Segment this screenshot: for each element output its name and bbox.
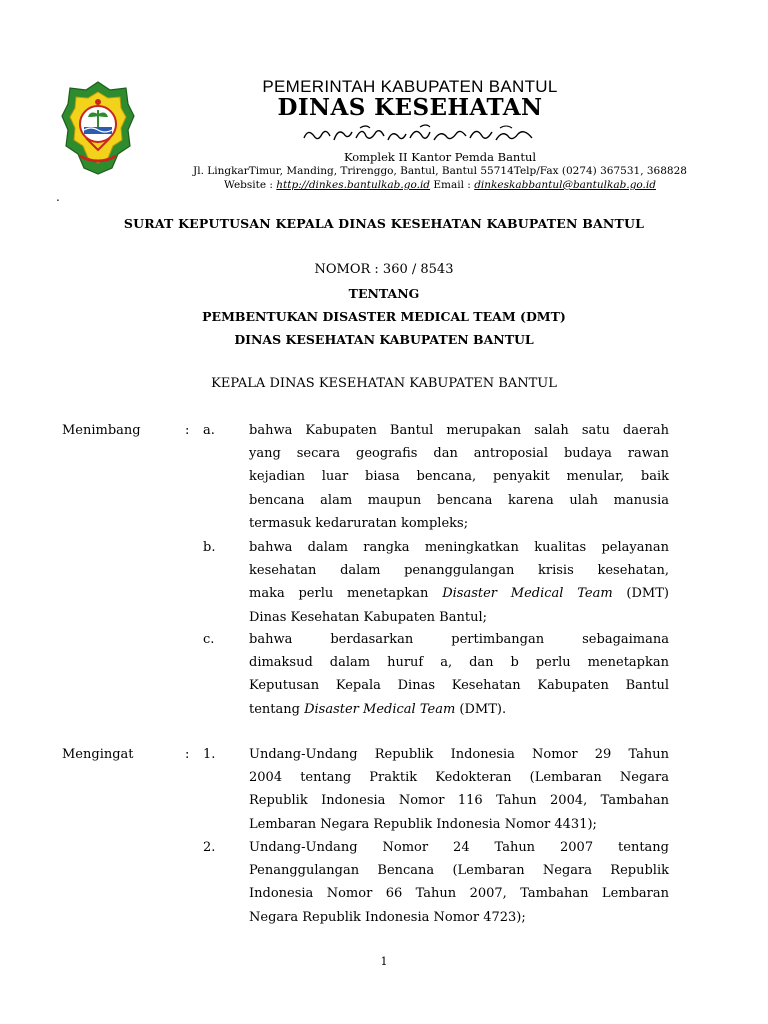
email-label: Email : xyxy=(433,179,471,191)
text-line: dimaksud dalam huruf a, dan b perlu menetapkan xyxy=(249,655,669,671)
mengingat-marker-2: 2. xyxy=(203,840,216,855)
decree-subject-line-1: PEMBENTUKAN DISASTER MEDICAL TEAM (DMT) xyxy=(202,309,566,324)
menimbang-item-b xyxy=(249,536,669,629)
menimbang-item-a xyxy=(249,419,669,535)
text-span: tentang xyxy=(249,701,305,717)
text-line: Keputusan Kepala Dinas Kesehatan Kabupaten Bantul xyxy=(249,678,669,694)
text-line: Dinas Kesehatan Kabupaten Bantul; xyxy=(249,609,487,625)
text-span: maka perlu menetapkan xyxy=(249,586,443,602)
text-line: bahwa dalam rangka meningkatkan kualitas pelayanan xyxy=(249,540,669,555)
italic-term: Disaster Medical Team xyxy=(304,701,456,717)
text-span: (DMT) xyxy=(612,586,669,602)
email-link[interactable]: dinkeskabbantul@bantulkab.go.id xyxy=(474,179,656,191)
text-line: Undang-Undang Republik Indonesia Nomor 29 Tahun xyxy=(249,747,669,762)
mengingat-item-2 xyxy=(249,836,669,929)
page-number: 1 xyxy=(380,955,388,968)
text-line: Undang-Undang Nomor 24 Tahun 2007 tentang xyxy=(249,840,669,855)
menimbang-marker-a: a. xyxy=(203,423,215,438)
department-name: DINAS KESEHATAN xyxy=(277,94,543,121)
text-line: bencana alam maupun bencana karena ulah manusia xyxy=(249,492,669,508)
text-line: bahwa Kabupaten Bantul merupakan salah satu daerah xyxy=(249,423,669,438)
text-line: Negara Republik Indonesia Nomor 4723); xyxy=(249,909,526,925)
menimbang-label: Menimbang xyxy=(62,423,141,438)
decree-issuer: KEPALA DINAS KESEHATAN KABUPATEN BANTUL xyxy=(211,376,557,391)
mengingat-marker-1: 1. xyxy=(203,747,216,762)
website-link[interactable]: http://dinkes.bantulkab.go.id xyxy=(276,179,431,191)
text-line: kesehatan dalam penanggulangan krisis kesehatan, xyxy=(249,563,669,579)
text-line: termasuk kedaruratan kompleks; xyxy=(249,515,469,531)
text-line xyxy=(249,582,669,605)
website-label: Website : xyxy=(224,179,273,191)
decree-number: NOMOR : 360 / 8543 xyxy=(314,262,454,277)
text-line: Lembaran Negara Republik Indonesia Nomor 4431); xyxy=(249,816,597,832)
text-line: Indonesia Nomor 66 Tahun 2007, Tambahan Lembaran xyxy=(249,886,669,902)
text-line xyxy=(249,698,669,721)
bantul-emblem-icon xyxy=(60,80,136,176)
address-line-1: Komplek II Kantor Pemda Bantul xyxy=(343,150,537,164)
stray-dot: . xyxy=(56,190,60,204)
address-line-2: Jl. LingkarTimur, Manding, Trirenggo, Bantul, Bantul 55714Telp/Fax (0274) 367531, 368828 xyxy=(193,165,687,177)
mengingat-colon: : xyxy=(185,747,190,762)
decree-about: TENTANG xyxy=(348,286,420,301)
text-line: yang secara geografis dan antroposial budaya rawan xyxy=(249,446,669,462)
mengingat-label: Mengingat xyxy=(62,747,134,762)
decree-title: SURAT KEPUTUSAN KEPALA DINAS KESEHATAN KABUPATEN BANTUL xyxy=(123,216,645,231)
italic-term: Disaster Medical Team xyxy=(442,586,613,602)
menimbang-marker-b: b. xyxy=(203,540,216,555)
contact-line xyxy=(140,179,740,191)
text-line: Penanggulangan Bencana (Lembaran Negara Republik xyxy=(249,863,669,879)
text-line: bahwa berdasarkan pertimbangan sebagaimana xyxy=(249,632,669,647)
menimbang-marker-c: c. xyxy=(203,632,215,647)
government-name: PEMERINTAH KABUPATEN BANTUL xyxy=(262,77,558,96)
text-line: Republik Indonesia Nomor 116 Tahun 2004, Tambahan xyxy=(249,793,669,809)
text-span: (DMT). xyxy=(455,701,507,717)
text-line: kejadian luar biasa bencana, penyakit menular, baik xyxy=(249,469,669,485)
javanese-script-icon xyxy=(300,124,540,146)
text-line: 2004 tentang Praktik Kedokteran (Lembaran Negara xyxy=(249,770,669,786)
decree-subject-line-2: DINAS KESEHATAN KABUPATEN BANTUL xyxy=(234,332,534,347)
menimbang-colon: : xyxy=(185,423,190,438)
mengingat-item-1 xyxy=(249,743,669,836)
menimbang-item-c xyxy=(249,628,669,721)
